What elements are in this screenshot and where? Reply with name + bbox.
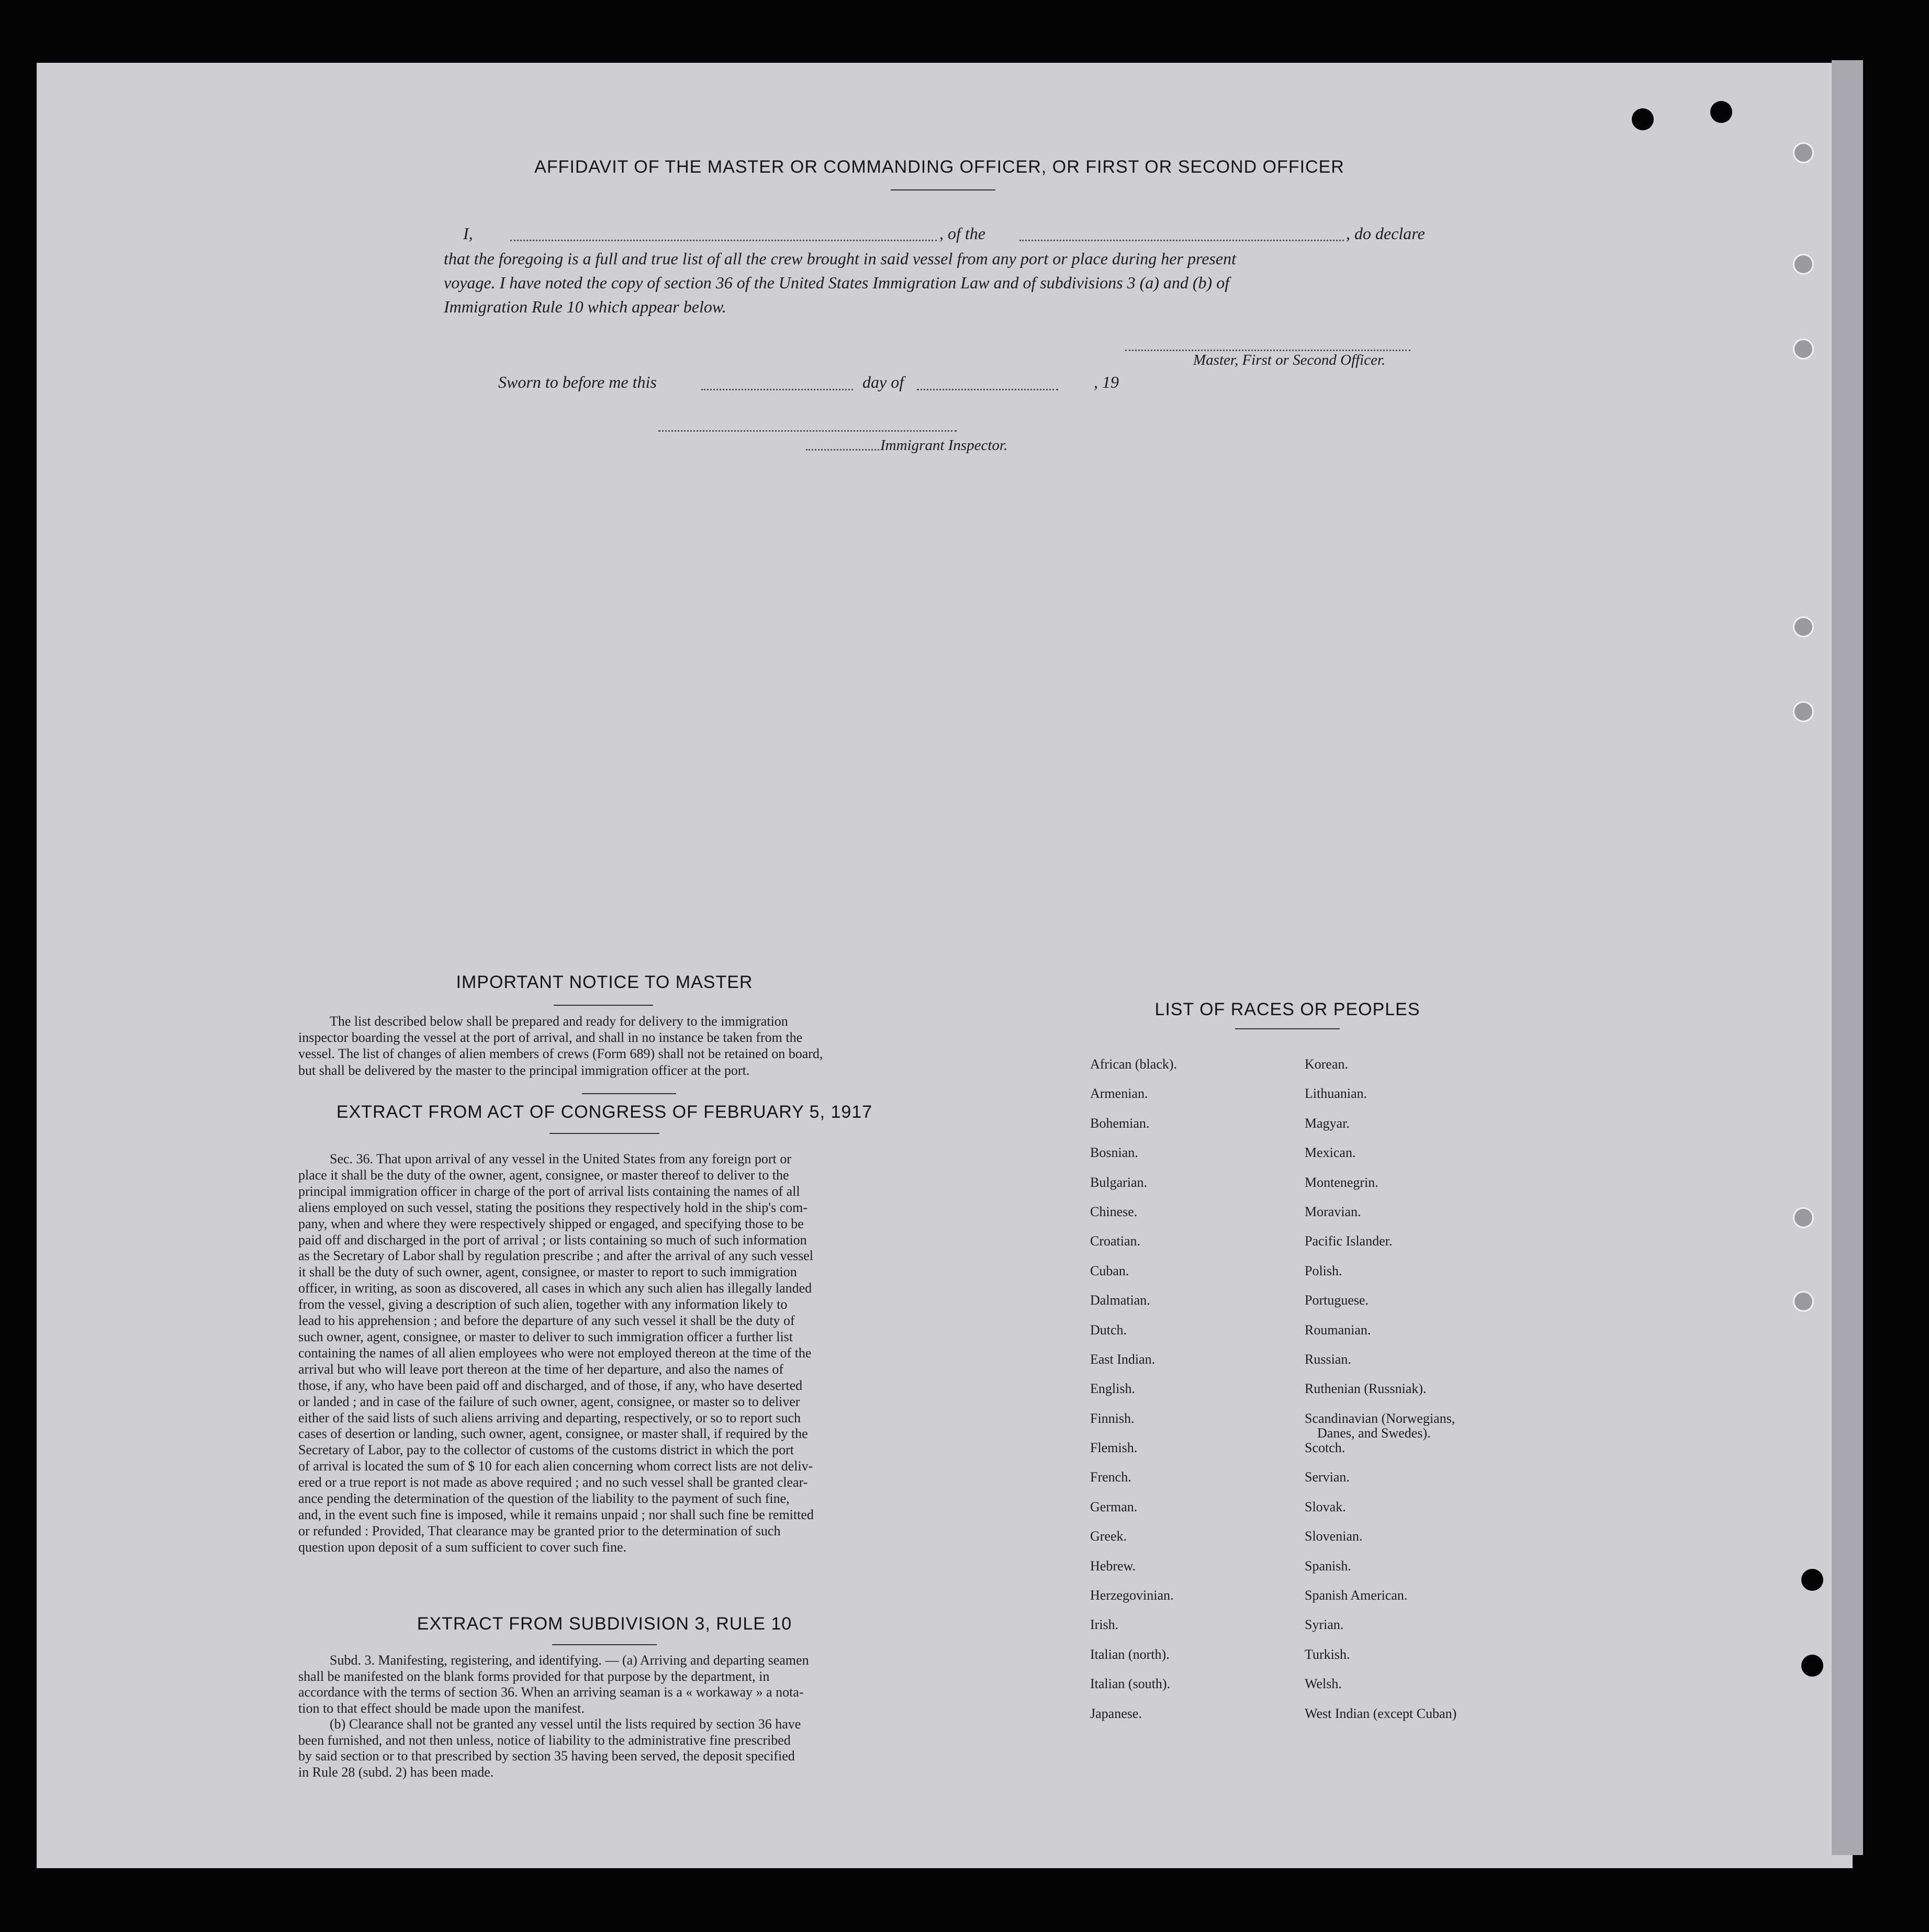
act-line: arrival but who will leave port thereon at the time of her departure, and also the names of bbox=[298, 1361, 783, 1377]
punch-hole bbox=[1793, 254, 1814, 275]
rule-line: tion to that effect should be made upon the manifest. bbox=[298, 1700, 585, 1716]
race-item: German. bbox=[1090, 1499, 1138, 1514]
document-page bbox=[37, 63, 1853, 1868]
affidavit-line1-end: , do declare bbox=[1346, 224, 1425, 243]
notice-underline bbox=[554, 1005, 653, 1006]
race-item: Moravian. bbox=[1305, 1204, 1361, 1219]
act-line: lead to his apprehension ; and before the departure of any such vessel it shall be the duty of bbox=[298, 1313, 795, 1329]
rule-line: by said section or to that prescribed by section 35 having been served, the deposit specified bbox=[298, 1748, 795, 1763]
punch-hole bbox=[1793, 701, 1814, 722]
act-line: as the Secretary of Labor shall by regulation prescribe ; and after the arrival of any such vessel bbox=[298, 1248, 814, 1264]
race-item: Scandinavian (Norwegians, bbox=[1305, 1410, 1455, 1426]
rule-title: EXTRACT FROM SUBDIVISION 3, RULE 10 bbox=[417, 1614, 792, 1634]
punch-hole bbox=[1793, 1207, 1814, 1228]
race-item: Bulgarian. bbox=[1090, 1174, 1148, 1190]
race-item: Montenegrin. bbox=[1305, 1174, 1378, 1190]
inspector-signature-line-2 bbox=[806, 449, 879, 451]
affidavit-line1-mid: , of the bbox=[939, 224, 985, 243]
punch-hole bbox=[1632, 108, 1654, 130]
notice-line: vessel. The list of changes of alien members of crews (Form 689) shall not be retained on board, bbox=[298, 1046, 823, 1062]
punch-hole bbox=[1793, 1291, 1814, 1312]
act-line: containing the names of all alien employees who were not employed thereon at the time of the bbox=[298, 1345, 812, 1361]
punch-hole bbox=[1801, 1655, 1823, 1677]
race-item: Herzegovinian. bbox=[1090, 1588, 1174, 1603]
act-line: either of the said lists of such aliens arriving and departing, respectively, or so to report such bbox=[298, 1410, 801, 1425]
act-line: principal immigration officer in charge of the port of arrival lists containing the names of all bbox=[298, 1183, 800, 1199]
title-underline bbox=[891, 189, 995, 190]
rule-line: shall be manifested on the blank forms provided for that purpose by the department, in bbox=[298, 1668, 770, 1684]
act-line: paid off and discharged in the port of arrival ; or lists containing so much of such information bbox=[298, 1232, 807, 1248]
master-label: Master, First or Second Officer. bbox=[1193, 352, 1386, 368]
notice-line: inspector boarding the vessel at the port of arrival, and shall in no instance be taken from the bbox=[298, 1030, 803, 1046]
race-item: Servian. bbox=[1305, 1469, 1350, 1485]
act-line: those, if any, who have been paid off and discharged, and of those, if any, who have deserted bbox=[298, 1377, 803, 1393]
race-item: Scotch. bbox=[1305, 1440, 1345, 1456]
race-item: Portuguese. bbox=[1305, 1293, 1369, 1308]
race-item: Polish. bbox=[1305, 1263, 1342, 1278]
race-item: Slovak. bbox=[1305, 1499, 1346, 1514]
sworn-mid: day of bbox=[862, 373, 904, 391]
rule-line: (b) Clearance shall not be granted any vessel until the lists required by section 36 have bbox=[330, 1716, 801, 1732]
notice-title: IMPORTANT NOTICE TO MASTER bbox=[456, 972, 753, 992]
race-item: Mexican. bbox=[1305, 1145, 1356, 1161]
races-column-2 bbox=[1305, 1057, 1524, 1736]
act-line: pany, when and where they were respectively shipped or engaged, and specifying those to be bbox=[298, 1216, 804, 1231]
race-item: Croatian. bbox=[1090, 1233, 1141, 1249]
races-title: LIST OF RACES OR PEOPLES bbox=[1154, 999, 1420, 1019]
notice-divider bbox=[582, 1093, 676, 1094]
sworn-end: , 19 bbox=[1094, 373, 1119, 391]
race-item: Spanish. bbox=[1305, 1558, 1351, 1574]
act-title: EXTRACT FROM ACT OF CONGRESS OF FEBRUARY 5, 1917 bbox=[336, 1102, 873, 1122]
race-item: Dalmatian. bbox=[1090, 1293, 1150, 1308]
act-line: ance pending the determination of the question of the liability to the payment of such fine, bbox=[298, 1491, 790, 1507]
race-item: Turkish. bbox=[1305, 1646, 1350, 1662]
race-item: East Indian. bbox=[1090, 1351, 1156, 1367]
page-edge bbox=[1832, 60, 1863, 1855]
notice-text bbox=[298, 1013, 911, 1079]
act-line: Sec. 36. That upon arrival of any vessel in the United States from any foreign port or bbox=[330, 1151, 791, 1166]
race-item: English. bbox=[1090, 1381, 1135, 1397]
race-item: Syrian. bbox=[1305, 1617, 1344, 1633]
punch-hole bbox=[1793, 616, 1814, 637]
race-item: Spanish American. bbox=[1305, 1588, 1408, 1603]
act-line: place it shall be the duty of the owner, agent, consignee, or master thereof to deliver to the bbox=[298, 1167, 789, 1183]
race-item: Magyar. bbox=[1305, 1115, 1350, 1131]
race-item: Hebrew. bbox=[1090, 1558, 1136, 1574]
race-item: Russian. bbox=[1305, 1351, 1351, 1367]
races-underline bbox=[1235, 1028, 1340, 1029]
act-line: cases of desertion or landing, such owner, agent, consignee, or master shall, if required by the bbox=[298, 1426, 808, 1442]
affidavit-line2: that the foregoing is a full and true list of all the crew brought in said vessel from any port or place during her present bbox=[444, 249, 1236, 268]
act-line: question upon deposit of a sum sufficient to cover such fine. bbox=[298, 1539, 627, 1555]
race-item: Armenian. bbox=[1090, 1086, 1148, 1102]
rule-line: been furnished, and not then unless, notice of liability to the administrative fine prescribed bbox=[298, 1732, 791, 1748]
name-blank[interactable] bbox=[510, 240, 937, 241]
punch-hole bbox=[1710, 101, 1732, 123]
race-item: Italian (north). bbox=[1090, 1646, 1170, 1662]
rule-line: accordance with the terms of section 36. When an arriving seaman is a « workaway » a nota- bbox=[298, 1684, 804, 1700]
race-item: Roumanian. bbox=[1305, 1322, 1371, 1338]
act-line: officer, in writing, as soon as discovered, all cases in which any such alien has illegally landed bbox=[298, 1280, 812, 1296]
race-item: Dutch. bbox=[1090, 1322, 1127, 1338]
sworn-start: Sworn to before me this bbox=[498, 373, 657, 391]
race-item: Japanese. bbox=[1090, 1705, 1142, 1721]
act-text bbox=[298, 1151, 911, 1556]
race-item: Bohemian. bbox=[1090, 1115, 1150, 1131]
race-item: Chinese. bbox=[1090, 1204, 1138, 1219]
master-signature-line[interactable] bbox=[1125, 350, 1410, 351]
day-blank[interactable] bbox=[701, 389, 853, 390]
punch-hole bbox=[1801, 1569, 1823, 1591]
act-line: such owner, agent, consignee, or master to deliver to such immigration officer a further list bbox=[298, 1329, 793, 1344]
act-line: it shall be the duty of such owner, agent, consignee, or master to report to such immigration bbox=[298, 1264, 797, 1280]
race-item: Italian (south). bbox=[1090, 1676, 1171, 1692]
affidavit-line1-start: I, bbox=[463, 224, 473, 243]
act-line: or landed ; and in case of the failure of such owner, agent, consignee, or master so to deliver bbox=[298, 1394, 800, 1409]
races-column-1 bbox=[1090, 1057, 1289, 1736]
race-item: French. bbox=[1090, 1469, 1131, 1485]
race-item: African (black). bbox=[1090, 1057, 1177, 1072]
act-line: from the vessel, giving a description of such alien, together with any information likely to bbox=[298, 1297, 788, 1312]
race-item: West Indian (except Cuban) bbox=[1305, 1705, 1457, 1721]
affidavit-line3: voyage. I have noted the copy of section 36 of the United States Immigration Law and of subdivisions 3 (a) and (b) of bbox=[444, 273, 1230, 292]
race-item: Danes, and Swedes). bbox=[1317, 1425, 1431, 1441]
race-item: Cuban. bbox=[1090, 1263, 1129, 1278]
notice-line: The list described below shall be prepared and ready for delivery to the immigration bbox=[330, 1014, 788, 1029]
rule-text bbox=[298, 1653, 911, 1780]
act-line: of arrival is located the sum of $ 10 for each alien concerning whom correct lists are not deliv- bbox=[298, 1458, 813, 1474]
race-item: Ruthenian (Russniak). bbox=[1305, 1381, 1427, 1397]
notice-line: but shall be delivered by the master to the principal immigration officer at the port. bbox=[298, 1062, 750, 1078]
race-item: Lithuanian. bbox=[1305, 1086, 1367, 1102]
act-line: ered or a true report is not made as above required ; and no such vessel shall be granted clear- bbox=[298, 1475, 808, 1490]
act-line: Secretary of Labor, pay to the collector of customs of the customs district in which the port bbox=[298, 1442, 794, 1458]
inspector-signature-line[interactable] bbox=[658, 430, 957, 432]
race-item: Slovenian. bbox=[1305, 1529, 1363, 1544]
act-line: aliens employed on such vessel, stating the positions they respectively hold in the ship's com- bbox=[298, 1199, 808, 1215]
race-item: Irish. bbox=[1090, 1617, 1119, 1633]
act-line: and, in the event such fine is imposed, while it remains unpaid ; nor shall such fine be remitted bbox=[298, 1507, 814, 1522]
punch-hole bbox=[1793, 339, 1814, 360]
affidavit-line4: Immigration Rule 10 which appear below. bbox=[444, 297, 726, 316]
act-underline bbox=[549, 1133, 659, 1134]
affidavit-title: AFFIDAVIT OF THE MASTER OR COMMANDING OFFICER, OR FIRST OR SECOND OFFICER bbox=[534, 157, 1344, 177]
race-item: Pacific Islander. bbox=[1305, 1233, 1393, 1249]
month-blank[interactable] bbox=[917, 389, 1058, 390]
race-item: Bosnian. bbox=[1090, 1145, 1138, 1161]
rule-underline bbox=[552, 1644, 657, 1645]
race-item: Flemish. bbox=[1090, 1440, 1138, 1456]
inspector-label: Immigrant Inspector. bbox=[880, 437, 1008, 454]
race-item: Greek. bbox=[1090, 1529, 1127, 1544]
race-item: Korean. bbox=[1305, 1057, 1349, 1072]
act-line: or refunded : Provided, That clearance may be granted prior to the determination of such bbox=[298, 1523, 781, 1538]
race-item: Welsh. bbox=[1305, 1676, 1342, 1692]
race-item: Finnish. bbox=[1090, 1410, 1135, 1426]
vessel-blank[interactable] bbox=[1019, 240, 1344, 241]
rule-line: Subd. 3. Manifesting, registering, and identifying. — (a) Arriving and departing seamen bbox=[330, 1653, 809, 1668]
rule-line: in Rule 28 (subd. 2) has been made. bbox=[298, 1764, 494, 1780]
